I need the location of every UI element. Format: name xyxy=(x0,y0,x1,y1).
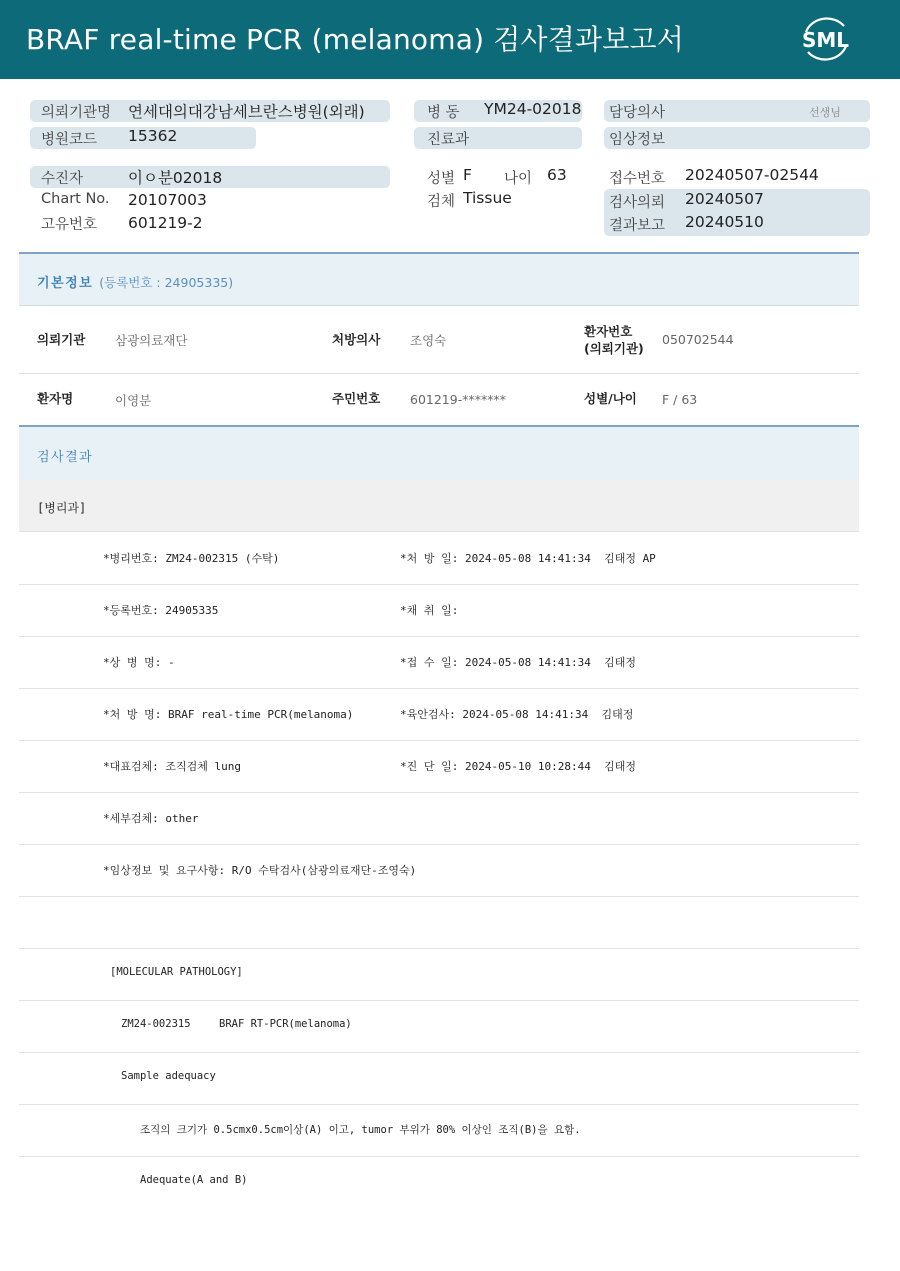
org-value: 삼광의료재단 xyxy=(115,333,188,348)
divider xyxy=(19,844,859,845)
patient-no-label xyxy=(584,323,644,357)
clinical-label: 임상정보 xyxy=(609,132,666,148)
divider xyxy=(19,896,859,897)
basic-info-bar xyxy=(19,252,859,306)
results-title: 검사결과 xyxy=(37,450,94,465)
age-value: 63 xyxy=(547,166,567,184)
rrn-value: 601219-******* xyxy=(410,392,506,407)
prescriber-label: 처방의사 xyxy=(332,332,381,347)
result-line: *진 단 일: 2024-05-10 10:28:44 김태정 xyxy=(400,760,636,773)
result-line: *상 병 명: - xyxy=(103,656,175,669)
result-line: *처 방 일: 2024-05-08 14:41:34 김태정 AP xyxy=(400,552,656,565)
adequacy-title: Sample adequacy xyxy=(121,1070,216,1082)
result-line: *등록번호: 24905335 xyxy=(103,604,219,617)
request-value: 20240507 xyxy=(685,190,764,208)
result-line: *채 취 일: xyxy=(400,604,459,617)
patient-value: 이ㅇ분02018 xyxy=(128,169,223,187)
age-label: 나이 xyxy=(504,171,533,187)
divider xyxy=(19,948,859,949)
result-line: *육안검사: 2024-05-08 14:41:34 김태정 xyxy=(400,708,634,721)
doctor-label: 담당의사 xyxy=(609,105,666,121)
rrn-label: 주민번호 xyxy=(332,391,381,406)
adequacy-value: Adequate(A and B) xyxy=(140,1174,248,1186)
receipt-label: 접수번호 xyxy=(609,171,666,187)
report-header xyxy=(0,0,900,79)
divider xyxy=(19,1052,859,1053)
basic-info-reg-no: (등록번호 : 24905335) xyxy=(99,275,234,290)
prescriber-value: 조영숙 xyxy=(410,333,447,348)
specimen-label: 검체 xyxy=(427,194,456,210)
chart-value: 20107003 xyxy=(128,191,207,209)
dept-label: 진료과 xyxy=(427,132,470,148)
report-title: BRAF real-time PCR (melanoma) 검사결과보고서 xyxy=(26,23,685,56)
divider xyxy=(19,584,859,585)
divider xyxy=(19,1000,859,1001)
chart-label: Chart No. xyxy=(41,191,110,207)
result-line: *처 방 명: BRAF real-time PCR(melanoma) xyxy=(103,708,354,721)
sml-logo xyxy=(796,12,854,64)
unique-label: 고유번호 xyxy=(41,217,98,233)
request-label: 검사의뢰 xyxy=(609,195,666,211)
divider xyxy=(19,1156,859,1157)
hospital-code-value: 15362 xyxy=(128,127,178,145)
logo-text: SML xyxy=(802,28,850,52)
requesting-org-value: 연세대의대강남세브란스병원(외래) xyxy=(128,103,365,121)
doctor-suffix: 선생님 xyxy=(809,106,841,119)
adequacy-description: 조직의 크기가 0.5cmx0.5cm이상(A) 이고, tumor 부위가 80% 이상인 조직(B)을 요함. xyxy=(140,1124,581,1136)
divider xyxy=(19,636,859,637)
results-bar xyxy=(19,425,859,481)
report-label: 결과보고 xyxy=(609,218,666,234)
result-line: *병리번호: ZM24-002315 (수탁) xyxy=(103,552,280,565)
divider xyxy=(19,373,859,374)
divider xyxy=(19,740,859,741)
specimen-value: Tissue xyxy=(463,189,512,207)
sex-value: F xyxy=(463,166,472,184)
molecular-header: [MOLECULAR PATHOLOGY] xyxy=(110,966,243,978)
sexage-label: 성별/나이 xyxy=(584,391,637,406)
patient-no-label-line1: 환자번호 xyxy=(584,324,633,339)
patient-no-label-line2: (의뢰기관) xyxy=(584,341,644,356)
ward-label: 병 동 xyxy=(427,105,460,121)
org-label: 의뢰기관 xyxy=(37,332,86,347)
result-line: *대표검체: 조직검체 lung xyxy=(103,760,241,773)
result-line: *접 수 일: 2024-05-08 14:41:34 김태정 xyxy=(400,656,636,669)
patient-label: 수진자 xyxy=(41,171,84,187)
basic-info-title xyxy=(37,272,233,291)
name-value: 이영분 xyxy=(115,393,152,408)
hospital-code-label: 병원코드 xyxy=(41,132,98,148)
result-line: *임상정보 및 요구사항: R/O 수탁검사(삼광의료재단-조영숙) xyxy=(103,864,417,877)
ward-value: YM24-02018 xyxy=(484,100,582,118)
divider xyxy=(19,1104,859,1105)
report-value: 20240510 xyxy=(685,213,764,231)
dept-label-text: [병리과] xyxy=(37,501,87,515)
sexage-value: F / 63 xyxy=(662,392,698,407)
basic-info-heading: 기본정보 xyxy=(37,276,94,291)
molecular-id: ZM24-002315 xyxy=(121,1018,191,1030)
divider xyxy=(19,688,859,689)
requesting-org-label: 의뢰기관명 xyxy=(41,105,112,121)
receipt-value: 20240507-02544 xyxy=(685,166,819,184)
dept-row xyxy=(19,480,859,532)
sex-label: 성별 xyxy=(427,171,456,187)
patient-no-value: 050702544 xyxy=(662,332,734,347)
result-line: *세부검체: other xyxy=(103,812,199,825)
unique-value: 601219-2 xyxy=(128,214,203,232)
name-label: 환자명 xyxy=(37,391,74,406)
divider xyxy=(19,792,859,793)
molecular-test: BRAF RT-PCR(melanoma) xyxy=(219,1018,352,1030)
